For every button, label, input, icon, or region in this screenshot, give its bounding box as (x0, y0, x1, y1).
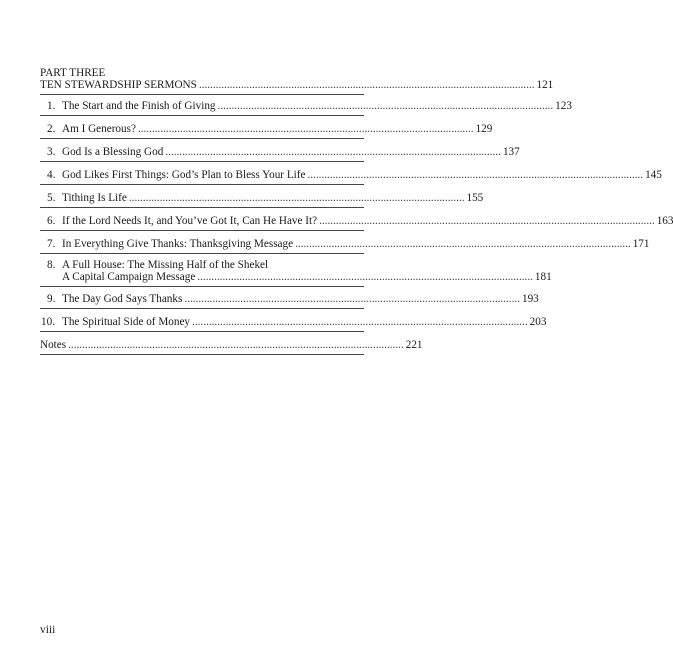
toc-entry-1 (40, 100, 572, 112)
toc-entry-6 (40, 215, 673, 227)
entry-title: TEN STEWARDSHIP SERMONS (40, 79, 197, 91)
entry-title: A Full House: The Missing Half of the Shekel (62, 259, 269, 271)
dot-leader: ........................................................................................................................ (295, 238, 631, 250)
divider (40, 331, 364, 332)
entry-number: 2. (47, 123, 56, 135)
entry-subtitle: A Capital Campaign Message (62, 271, 196, 283)
entry-title: God Is a Blessing God (62, 146, 164, 158)
entry-title: Tithing Is Life (62, 192, 127, 204)
entry-number: 6. (47, 215, 56, 227)
entry-number: 10. (41, 316, 55, 328)
dot-leader: ........................................................................................................................ (198, 79, 535, 91)
entry-page: 203 (529, 316, 547, 328)
dot-leader: ........................................................................................................................ (165, 146, 501, 158)
entry-page: 129 (475, 123, 493, 135)
entry-page: 163 (656, 215, 673, 227)
entry-page: 123 (555, 100, 572, 112)
dot-leader: ........................................................................................................................ (192, 316, 528, 328)
divider (40, 253, 364, 254)
toc-entry-7 (40, 238, 650, 250)
entry-title: The Day God Says Thanks (62, 293, 183, 305)
divider (40, 230, 364, 231)
dot-leader: ........................................................................................................................ (137, 123, 474, 135)
entry-title: Am I Generous? (62, 123, 136, 135)
entry-page: 181 (534, 271, 552, 283)
toc-entry-8-line-2 (62, 271, 552, 283)
divider (40, 115, 364, 116)
entry-title: In Everything Give Thanks: Thanksgiving Message (62, 238, 294, 250)
entry-number: 3. (47, 146, 56, 158)
toc-entry-5 (40, 192, 484, 204)
entry-number: 7. (47, 238, 56, 250)
entry-page: 121 (536, 79, 554, 91)
toc-entry-2 (40, 123, 493, 135)
entry-number: 8. (47, 259, 56, 271)
entry-title: Notes (40, 339, 67, 351)
divider (40, 308, 364, 309)
divider (40, 184, 364, 185)
toc-entry-8-line-1 (40, 259, 364, 271)
dot-leader: ........................................................................................................................ (307, 169, 644, 181)
entry-page: 193 (521, 293, 539, 305)
divider (40, 138, 364, 139)
toc-entry-part-title (40, 79, 554, 91)
page-number: viii (40, 624, 56, 636)
divider (40, 207, 364, 208)
dot-leader: ........................................................................................................................ (197, 271, 533, 283)
dot-leader: ........................................................................................................................ (319, 215, 655, 227)
entry-page: 145 (645, 169, 662, 181)
entry-title: The Start and the Finish of Giving (62, 100, 216, 112)
dot-leader: ........................................................................................................................ (68, 339, 404, 351)
dot-leader: ........................................................................................................................ (217, 100, 554, 112)
entry-number: 1. (47, 100, 56, 112)
toc-entry-10 (40, 316, 547, 328)
divider (40, 286, 364, 287)
entry-number: 5. (47, 192, 56, 204)
toc-entry-4 (40, 169, 662, 181)
entry-number: 4. (47, 169, 56, 181)
entry-number: 9. (47, 293, 56, 305)
entry-page: 155 (466, 192, 484, 204)
entry-title: The Spiritual Side of Money (62, 316, 191, 328)
entry-page: 171 (632, 238, 650, 250)
toc-entry-notes (40, 339, 423, 351)
divider (40, 161, 364, 162)
entry-page: 137 (502, 146, 520, 158)
divider (40, 354, 364, 355)
entry-page: 221 (405, 339, 423, 351)
dot-leader: ........................................................................................................................ (184, 293, 520, 305)
part-label: PART THREE (40, 67, 106, 79)
toc-entry-9 (40, 293, 539, 305)
entry-title: If the Lord Needs It, and You’ve Got It, Can He Have It? (62, 215, 318, 227)
divider (40, 94, 364, 95)
toc-entry-3 (40, 146, 520, 158)
dot-leader: ........................................................................................................................ (128, 192, 465, 204)
entry-title: God Likes First Things: God’s Plan to Bless Your Life (62, 169, 306, 181)
